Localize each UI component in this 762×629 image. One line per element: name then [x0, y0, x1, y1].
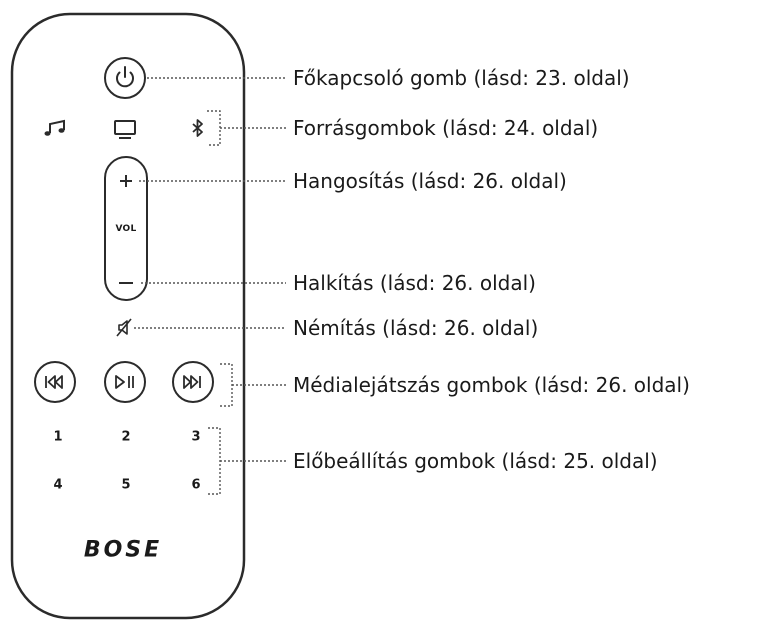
bose-logo: BOSE [83, 537, 163, 563]
preset-button-3: 3 [191, 429, 201, 445]
callout-presets: Előbeállítás gombok (lásd: 25. oldal) [293, 449, 658, 473]
preset-button-6: 6 [191, 477, 201, 493]
callout-mute: Némítás (lásd: 26. oldal) [293, 316, 539, 340]
volume-label: VOL [115, 224, 137, 234]
callout-media: Médialejátszás gombok (lásd: 26. oldal) [293, 373, 690, 397]
preset-button-4: 4 [53, 477, 63, 493]
preset-button-5: 5 [121, 477, 131, 493]
preset-button-2: 2 [121, 429, 131, 445]
remote-body [12, 14, 244, 618]
callout-sources: Forrásgombok (lásd: 24. oldal) [293, 116, 599, 140]
callout-volume-up: Hangosítás (lásd: 26. oldal) [293, 169, 567, 193]
callout-volume-down: Halkítás (lásd: 26. oldal) [293, 271, 536, 295]
callout-power: Főkapcsoló gomb (lásd: 23. oldal) [293, 66, 630, 90]
preset-button-1: 1 [53, 429, 63, 445]
